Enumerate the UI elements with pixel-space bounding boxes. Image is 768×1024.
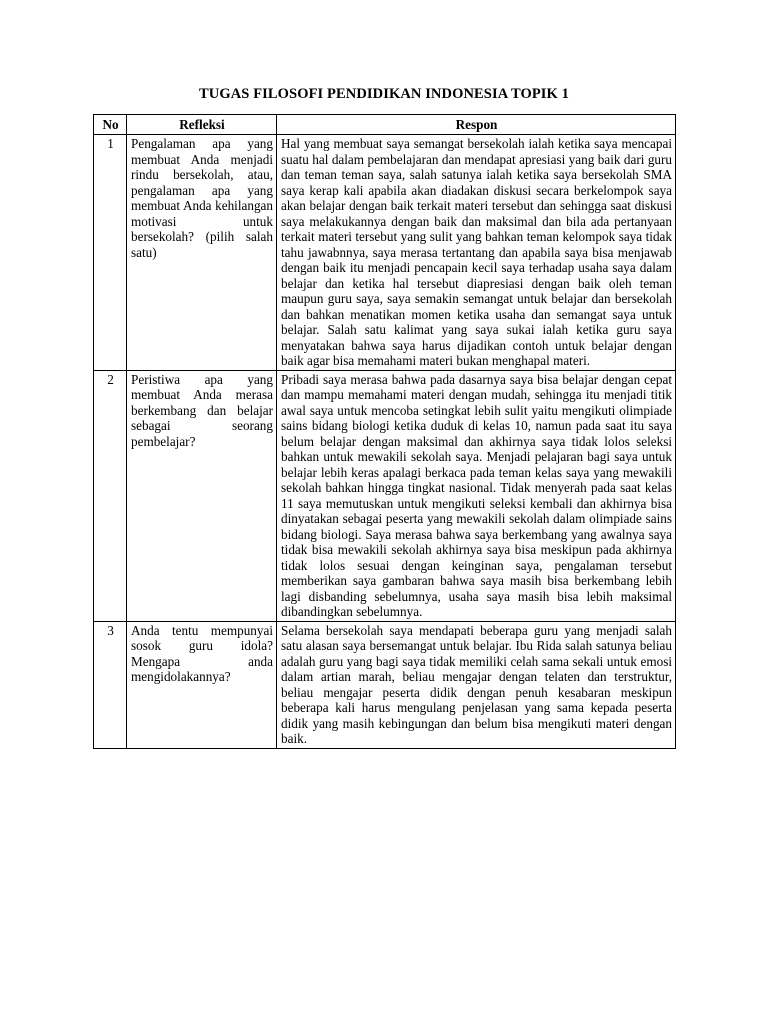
table-row: [94, 621, 676, 748]
row-number: 2: [94, 370, 127, 621]
response-text: Selama bersekolah saya mendapati beberapa guru yang menjadi salah satu alasan saya bersemangat untuk belajar. Ibu Rida salah satunya beliau adalah guru yang bagi saya tidak memiliki celah sama sekali untuk emosi dalam artian marah, beliau mengajar dengan telaten dan terstruktur, beliau mengajar peserta didik dengan penuh kesabaran meskipun beberapa kali harus mengulang penjelasan yang sama kepada peserta didik yang masih kebingungan dan belum bisa mengikuti materi dengan baik.: [277, 621, 676, 748]
table-row: [94, 370, 676, 621]
header-no: No: [94, 115, 127, 135]
reflection-table: [93, 114, 676, 749]
reflection-question: Pengalaman apa yang membuat Anda menjadi rindu bersekolah, atau, pengalaman apa yang membuat Anda kehilangan motivasi untuk bersekolah? (pilih salah satu): [127, 135, 277, 371]
row-number: 3: [94, 621, 127, 748]
row-number: 1: [94, 135, 127, 371]
table-row: [94, 135, 676, 371]
response-text: Hal yang membuat saya semangat bersekolah ialah ketika saya mencapai suatu hal dalam pembelajaran dan mendapat apresiasi yang baik dari guru dan teman teman saya, salah satunya ialah ketika saya bersekolah SMA saya kerap kali apabila akan diadakan diskusi secara berkelompok saya akan belajar dengan baik terkait materi tersebut dan sehingga saat diskusi saya melakukannya dengan baik dan maksimal dan bila ada pertanyaan terkait materi tersebut yang sulit yang bahkan teman kelompok saya tidak tahu jawabnnya, saya merasa tertantang dan apabila saya bisa menjawab dengan baik itu menjadi pencapain kecil saya terhadap usaha saya dalam belajar dan ketika hal tersebut diapresiasi dengan baik oleh teman maupun guru saya, saya semakin semangat untuk belajar dan bersekolah dan bahkan menatikan momen ketika usaha dan semangat saya untuk belajar. Salah satu kalimat yang saya sukai ialah ketika guru saya menyatakan bahwa saya harus dijadikan contoh untuk belajar dengan baik agar bisa memahami materi bukan menghapal materi.: [277, 135, 676, 371]
document-title: TUGAS FILOSOFI PENDIDIKAN INDONESIA TOPIK 1: [199, 86, 569, 102]
reflection-question: Anda tentu mempunyai sosok guru idola? Mengapa anda mengidolakannya?: [127, 621, 277, 748]
response-text: Pribadi saya merasa bahwa pada dasarnya saya bisa belajar dengan cepat dan mampu memahami materi dengan mudah, sehingga itu menjadi titik awal saya untuk mencoba setingkat lebih sulit yaitu mengikuti olimpiade sains bidang biologi ketika duduk di kelas 10, namun pada saat itu saya belum belajar dengan maksimal dan akhirnya saya tidak lolos seleksi bahkan untuk mewakili sekolah saya. Menjadi pelajaran bagi saya untuk belajar lebih keras apalagi berkaca pada teman kelas saya yang mewakili sekolah bahkan hingga tingkat nasional. Tidak menyerah pada saat kelas 11 saya memutuskan untuk mengikuti seleksi kembali dan akhirnya bisa dinyatakan sebagai peserta yang mewakili sekolah dalam olimpiade sains bidang biologi. Saya merasa bahwa saya berkembang yang awalnya saya tidak bisa mewakili sekolah akhirnya saya bisa meskipun pada akhirnya tidak lolos sesuai dengan keinginan saya, pengalaman tersebut memberikan saya gambaran bahwa saya masih bisa berkembang lebih lagi disbanding sebelumnya, usaha saya masih bisa lebih maksimal dibandingkan sebelumnya.: [277, 370, 676, 621]
reflection-question: Peristiwa apa yang membuat Anda merasa berkembang dan belajar sebagai seorang pembelajar?: [127, 370, 277, 621]
header-response: Respon: [277, 115, 676, 135]
table-header-row: [94, 115, 676, 135]
header-reflection: Refleksi: [127, 115, 277, 135]
